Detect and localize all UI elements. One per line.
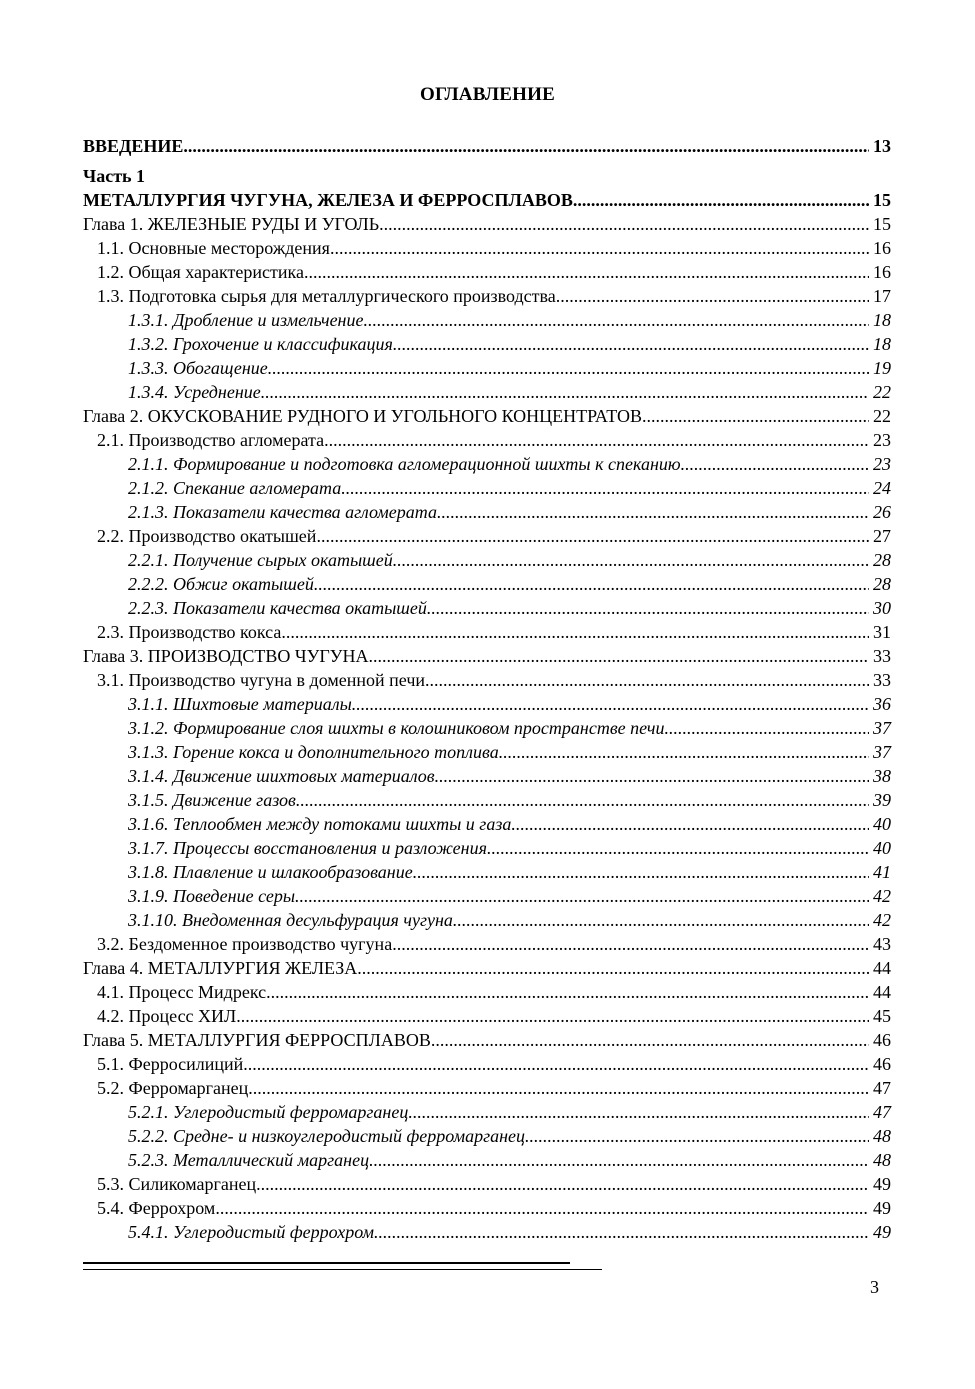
toc-leader-dots <box>268 356 869 380</box>
toc-leader-dots <box>393 332 869 356</box>
toc-entry[interactable] <box>83 260 891 284</box>
toc-entry-page: 47 <box>873 1078 891 1098</box>
toc-entry-page: 42 <box>873 910 891 930</box>
toc-entry[interactable] <box>83 1220 891 1244</box>
toc-entry-label: 1.3.2. Грохочение и классификация <box>128 334 393 354</box>
toc-entry-label: ВВЕДЕНИЕ <box>83 136 184 156</box>
toc-entry-page: 44 <box>873 982 891 1002</box>
toc-leader-dots <box>183 134 869 158</box>
toc-leader-dots <box>304 260 869 284</box>
toc-entry[interactable] <box>83 812 891 836</box>
toc-entry[interactable] <box>83 596 891 620</box>
toc-entry-page: 27 <box>873 526 891 546</box>
toc-entry-page: 49 <box>873 1174 891 1194</box>
toc-entry-label: 5.2.1. Углеродистый ферромарганец <box>128 1102 409 1122</box>
toc-entry[interactable] <box>83 908 891 932</box>
toc-entry-label: 2.1.2. Спекание агломерата <box>128 478 342 498</box>
toc-entry-page: 13 <box>873 136 891 156</box>
toc-entry[interactable] <box>83 1076 891 1100</box>
toc-leader-dots <box>427 596 869 620</box>
toc-entry-page: 38 <box>873 766 891 786</box>
toc-leader-dots <box>413 860 869 884</box>
toc-part-heading <box>83 164 891 188</box>
toc-leader-dots <box>374 1220 869 1244</box>
toc-leader-dots <box>243 1052 869 1076</box>
toc-entry[interactable] <box>83 356 891 380</box>
toc-entry-label: 2.1.3. Показатели качества агломерата <box>128 502 437 522</box>
toc-entry-label: 3.1. Производство чугуна в доменной печи <box>97 670 425 690</box>
toc-leader-dots <box>330 236 869 260</box>
toc-entry-label: 3.1.4. Движение шихтовых материалов <box>128 766 435 786</box>
toc-leader-dots <box>357 956 869 980</box>
toc-entry-page: 39 <box>873 790 891 810</box>
toc-entry[interactable] <box>83 548 891 572</box>
toc-entry-page: 24 <box>873 478 891 498</box>
toc-entry-page: 30 <box>873 598 891 618</box>
toc-entry[interactable] <box>83 716 891 740</box>
toc-entry-label: 1.3. Подготовка сырья для металлургического производства <box>97 286 556 306</box>
toc-entry-page: 26 <box>873 502 891 522</box>
toc-entry[interactable] <box>83 572 891 596</box>
toc-leader-dots <box>256 1172 869 1196</box>
toc-leader-dots <box>248 1076 869 1100</box>
toc-entry[interactable] <box>83 620 891 644</box>
toc-entry[interactable] <box>83 932 891 956</box>
toc-entry-label: 3.2. Бездоменное производство чугуна <box>97 934 393 954</box>
toc-entry-label: 1.3.3. Обогащение <box>128 358 268 378</box>
toc-entry-label: МЕТАЛЛУРГИЯ ЧУГУНА, ЖЕЛЕЗА И ФЕРРОСПЛАВОВ <box>83 190 573 210</box>
toc-entry-page: 28 <box>873 550 891 570</box>
toc-entry[interactable] <box>83 284 891 308</box>
toc-entry-label: Глава 5. МЕТАЛЛУРГИЯ ФЕРРОСПЛАВОВ <box>83 1030 431 1050</box>
toc-entry-page: 37 <box>873 718 891 738</box>
toc-entry-label: 2.3. Производство кокса <box>97 622 282 642</box>
toc-entry[interactable] <box>83 452 891 476</box>
toc-entry-page: 41 <box>873 862 891 882</box>
toc-entry-label: 2.2.2. Обжиг окатышей <box>128 574 314 594</box>
toc-entry[interactable] <box>83 692 891 716</box>
toc-entry-label: Глава 2. ОКУСКОВАНИЕ РУДНОГО И УГОЛЬНОГО КОНЦЕНТРАТОВ <box>83 406 643 426</box>
toc-leader-dots <box>573 188 869 212</box>
toc-entry[interactable] <box>83 1148 891 1172</box>
toc-entry[interactable] <box>83 308 891 332</box>
toc-leader-dots <box>511 812 869 836</box>
toc-entry-label: 2.1. Производство агломерата <box>97 430 325 450</box>
toc-leader-dots <box>487 836 869 860</box>
toc-entry[interactable] <box>83 380 891 404</box>
toc-leader-dots <box>369 1148 869 1172</box>
toc-entry-label: Глава 1. ЖЕЛЕЗНЫЕ РУДЫ И УГОЛЬ <box>83 214 380 234</box>
toc-entry-page: 15 <box>873 190 891 210</box>
page-number: 3 <box>870 1277 879 1297</box>
toc-entry-label: 5.4.1. Углеродистый феррохром <box>128 1222 375 1242</box>
toc-entry[interactable] <box>83 668 891 692</box>
part-label: Часть 1 <box>83 166 146 186</box>
toc-leader-dots <box>314 572 869 596</box>
toc-entry-label: 3.1.8. Плавление и шлакообразование <box>128 862 413 882</box>
toc-leader-dots <box>281 620 869 644</box>
toc-leader-dots <box>295 884 869 908</box>
page-title: ОГЛАВЛЕНИЕ <box>420 84 555 105</box>
toc-entry-page: 16 <box>873 262 891 282</box>
toc-entry-page: 17 <box>873 286 891 306</box>
toc-leader-dots <box>392 932 869 956</box>
toc-entry-page: 46 <box>873 1030 891 1050</box>
toc-entry-label: 2.1.1. Формирование и подготовка агломерационной шихты к спеканию <box>128 454 681 474</box>
toc-entry[interactable] <box>83 332 891 356</box>
toc-entry[interactable] <box>83 1028 891 1052</box>
toc-entry-page: 22 <box>873 406 891 426</box>
toc-entry-label: 2.2. Производство окатышей <box>97 526 317 546</box>
toc-entry-page: 18 <box>873 334 891 354</box>
toc-entry[interactable] <box>83 884 891 908</box>
toc-entry-label: 3.1.5. Движение газов <box>128 790 296 810</box>
toc-entry[interactable] <box>83 236 891 260</box>
toc-entry-page: 49 <box>873 1222 891 1242</box>
toc-leader-dots <box>525 1124 869 1148</box>
toc-entry-label: Глава 3. ПРОИЗВОДСТВО ЧУГУНА <box>83 646 369 666</box>
footer-rule-thick <box>83 1262 570 1264</box>
toc-entry-label: 1.1. Основные месторождения <box>97 238 330 258</box>
toc-entry-page: 16 <box>873 238 891 258</box>
toc-entry-label: 1.2. Общая характеристика <box>97 262 304 282</box>
toc-leader-dots <box>363 308 869 332</box>
toc-leader-dots <box>324 428 869 452</box>
toc-entry[interactable] <box>83 980 891 1004</box>
toc-entry-page: 18 <box>873 310 891 330</box>
toc-entry-page: 36 <box>873 694 891 714</box>
toc-leader-dots <box>453 908 869 932</box>
toc-entry[interactable] <box>83 188 891 212</box>
toc-entry-page: 42 <box>873 886 891 906</box>
toc-leader-dots <box>261 380 869 404</box>
toc-entry-page: 15 <box>873 214 891 234</box>
toc-entry-label: 5.4. Феррохром <box>97 1198 216 1218</box>
toc-list <box>83 188 891 1244</box>
toc-leader-dots <box>431 1028 869 1052</box>
toc-entry-page: 48 <box>873 1126 891 1146</box>
toc-entry-page: 31 <box>873 622 891 642</box>
toc-entry-label: 5.1. Ферросилиций <box>97 1054 244 1074</box>
toc-entry-page: 47 <box>873 1102 891 1122</box>
toc-entry-page: 22 <box>873 382 891 402</box>
toc-entry[interactable] <box>83 1052 891 1076</box>
toc-entry[interactable] <box>83 1172 891 1196</box>
toc-leader-dots <box>499 740 869 764</box>
toc-leader-dots <box>296 788 869 812</box>
toc-entry-label: 3.1.2. Формирование слоя шихты в колошниковом пространстве печи <box>128 718 665 738</box>
toc-entry-intro[interactable] <box>83 134 891 158</box>
toc-entry[interactable] <box>83 404 891 428</box>
toc-entry[interactable] <box>83 428 891 452</box>
toc-entry-page: 37 <box>873 742 891 762</box>
toc-leader-dots <box>215 1196 869 1220</box>
toc-entry-label: 3.1.7. Процессы восстановления и разложения <box>128 838 487 858</box>
toc-entry-page: 45 <box>873 1006 891 1026</box>
toc-entry-label: Глава 4. МЕТАЛЛУРГИЯ ЖЕЛЕЗА <box>83 958 358 978</box>
toc-entry-page: 48 <box>873 1150 891 1170</box>
toc-entry-label: 1.3.4. Усреднение <box>128 382 261 402</box>
toc-entry-label: 3.1.9. Поведение серы <box>128 886 296 906</box>
toc-entry-page: 40 <box>873 814 891 834</box>
toc-leader-dots <box>352 692 869 716</box>
toc-entry[interactable] <box>83 644 891 668</box>
toc-entry-label: 5.3. Силикомарганец <box>97 1174 257 1194</box>
toc-entry-page: 23 <box>873 454 891 474</box>
toc-entry-page: 19 <box>873 358 891 378</box>
toc-leader-dots <box>316 524 869 548</box>
toc-entry-label: 3.1.10. Внедоменная десульфурация чугуна <box>128 910 453 930</box>
toc-entry-page: 28 <box>873 574 891 594</box>
toc-entry[interactable] <box>83 524 891 548</box>
toc-leader-dots <box>425 668 869 692</box>
toc-leader-dots <box>236 1004 869 1028</box>
toc-leader-dots <box>393 548 869 572</box>
toc-entry-label: 4.2. Процесс ХИЛ <box>97 1006 237 1026</box>
toc-entry[interactable] <box>83 476 891 500</box>
toc-entry-page: 46 <box>873 1054 891 1074</box>
toc-entry[interactable] <box>83 500 891 524</box>
toc-entry-label: 3.1.3. Горение кокса и дополнительного топлива <box>128 742 499 762</box>
toc-entry-page: 44 <box>873 958 891 978</box>
toc-entry[interactable] <box>83 836 891 860</box>
toc-entry[interactable] <box>83 212 891 236</box>
toc-entry-page: 33 <box>873 646 891 666</box>
toc-leader-dots <box>379 212 869 236</box>
toc-leader-dots <box>435 764 869 788</box>
toc-entry-label: 3.1.6. Теплообмен между потоками шихты и газа <box>128 814 512 834</box>
toc-leader-dots <box>369 644 869 668</box>
toc-entry-label: 4.1. Процесс Мидрекс <box>97 982 267 1002</box>
toc-entry-page: 43 <box>873 934 891 954</box>
toc-entry-page: 33 <box>873 670 891 690</box>
toc-entry-label: 5.2.2. Средне- и низкоуглеродистый ферромарганец <box>128 1126 526 1146</box>
toc-entry-page: 23 <box>873 430 891 450</box>
toc-entry-page: 49 <box>873 1198 891 1218</box>
toc-entry[interactable] <box>83 860 891 884</box>
toc-entry[interactable] <box>83 1100 891 1124</box>
toc-entry[interactable] <box>83 956 891 980</box>
toc-leader-dots <box>642 404 869 428</box>
toc-entry-label: 5.2.3. Металлический марганец <box>128 1150 370 1170</box>
toc-leader-dots <box>408 1100 869 1124</box>
toc-intro <box>83 134 891 158</box>
toc-entry[interactable] <box>83 788 891 812</box>
footer-rule-thin <box>83 1269 602 1270</box>
toc-entry-label: 5.2. Ферромарганец <box>97 1078 249 1098</box>
toc-entry[interactable] <box>83 740 891 764</box>
toc-leader-dots <box>681 452 869 476</box>
toc-leader-dots <box>437 500 869 524</box>
toc-leader-dots <box>664 716 869 740</box>
toc-entry[interactable] <box>83 764 891 788</box>
toc-entry-label: 2.2.3. Показатели качества окатышей <box>128 598 427 618</box>
toc-entry-label: 3.1.1. Шихтовые материалы <box>128 694 352 714</box>
toc-entry-label: 2.2.1. Получение сырых окатышей <box>128 550 393 570</box>
toc-entry-page: 40 <box>873 838 891 858</box>
toc-leader-dots <box>341 476 869 500</box>
toc-entry[interactable] <box>83 1196 891 1220</box>
toc-leader-dots <box>266 980 869 1004</box>
toc-entry-label: 1.3.1. Дробление и измельчение <box>128 310 364 330</box>
toc-leader-dots <box>556 284 869 308</box>
toc-entry[interactable] <box>83 1004 891 1028</box>
toc-entry[interactable] <box>83 1124 891 1148</box>
